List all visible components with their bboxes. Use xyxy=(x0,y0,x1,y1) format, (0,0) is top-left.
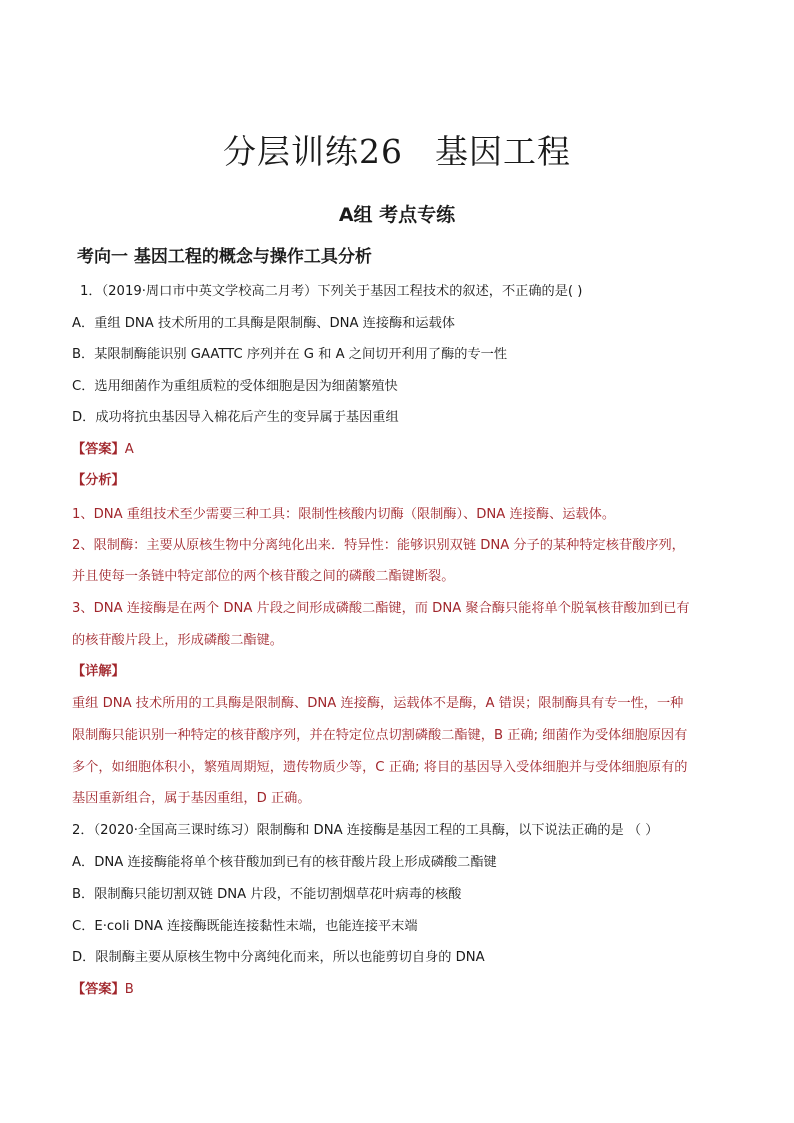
title-main: 分层训练26 xyxy=(223,132,403,171)
q1-analysis-line: 的核苷酸片段上，形成磷酸二酯键。 xyxy=(72,633,283,648)
answer-value: A xyxy=(124,442,134,457)
q1-analysis-line: 3、DNA 连接酶是在两个 DNA 片段之间形成磷酸二酯键，而 DNA 聚合酶只能将单个脱氧核苷酸加到已有 xyxy=(72,601,690,616)
q1-stem: 1．（2019·周口市中英文学校高二月考）下列关于基因工程技术的叙述，不正确的是( ) xyxy=(80,284,583,299)
q2-answer xyxy=(72,981,134,999)
q1-option-c: C．选用细菌作为重组质粒的受体细胞是因为细菌繁殖快 xyxy=(72,379,398,394)
answer-tag: 【答案】 xyxy=(72,442,125,457)
q1-detail-line: 限制酶只能识别一种特定的核苷酸序列，并在特定位点切割磷酸二酯键，B 正确; 细菌作为受体细胞原因有 xyxy=(72,728,688,743)
q2-stem: 2．（2020·全国高三课时练习）限制酶和 DNA 连接酶是基因工程的工具酶，以下说法正确的是 （ ） xyxy=(72,823,659,838)
q1-analysis-line: 并且使每一条链中特定部位的两个核苷酸之间的磷酸二酯键断裂。 xyxy=(72,569,455,584)
q2-option-b: B．限制酶只能切割双链 DNA 片段，不能切割烟草花叶病毒的核酸 xyxy=(72,887,462,902)
q1-option-b: B．某限制酶能识别 GAATTC 序列并在 G 和 A 之间切开利用了酶的专一性 xyxy=(72,347,508,362)
q1-analysis-tag: 【分析】 xyxy=(72,473,125,488)
q1-analysis-line: 1、DNA 重组技术至少需要三种工具：限制性核酸内切酶（限制酶）、DNA 连接酶、运载体。 xyxy=(72,507,616,522)
section-heading: 考向一 基因工程的概念与操作工具分析 xyxy=(77,247,372,267)
q1-detail-line: 重组 DNA 技术所用的工具酶是限制酶、DNA 连接酶，运载体不是酶，A 错误；限制酶具有专一性，一种 xyxy=(72,696,684,711)
q2-option-c: C．E·coli DNA 连接酶既能连接黏性末端，也能连接平末端 xyxy=(72,919,418,934)
q1-detail-line: 多个，如细胞体积小，繁殖周期短，遗传物质少等，C 正确; 将目的基因导入受体细胞并与受体细胞原有的 xyxy=(72,760,688,775)
q2-option-a: A．DNA 连接酶能将单个核苷酸加到已有的核苷酸片段上形成磷酸二酯键 xyxy=(72,855,497,870)
page-title xyxy=(0,126,794,173)
q1-detail-line: 基因重新组合，属于基因重组，D 正确。 xyxy=(72,791,311,806)
title-topic: 基因工程 xyxy=(435,132,571,171)
q1-option-d: D．成功将抗虫基因导入棉花后产生的变异属于基因重组 xyxy=(72,410,399,425)
q1-option-a: A．重组 DNA 技术所用的工具酶是限制酶、DNA 连接酶和运载体 xyxy=(72,316,455,331)
q1-analysis-line: 2、限制酶：主要从原核生物中分离纯化出来．特异性：能够识别双链 DNA 分子的某种特定核苷酸序列， xyxy=(72,538,685,553)
answer-tag: 【答案】 xyxy=(72,982,125,997)
q1-answer xyxy=(72,441,134,459)
q1-detail-tag: 【详解】 xyxy=(72,664,125,679)
q2-option-d: D．限制酶主要从原核生物中分离纯化而来，所以也能剪切自身的 DNA xyxy=(72,950,485,965)
group-heading: A组 考点专练 xyxy=(338,204,456,226)
answer-value: B xyxy=(124,982,134,997)
